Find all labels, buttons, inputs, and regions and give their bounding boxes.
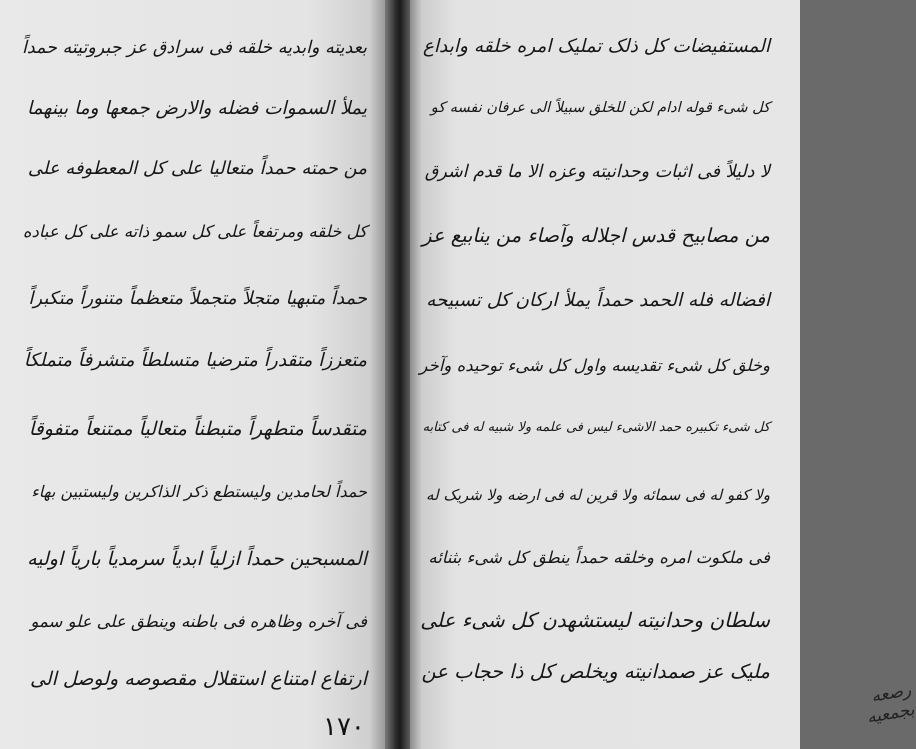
manuscript-line: ولا کفو له فی سمائه ولا قرین له فی ارضه ولا شریک له	[426, 486, 770, 504]
manuscript-line: حمداً متبهیا متجلاً متجملاً متعظماً متنوراً متکبراً	[28, 288, 367, 309]
manuscript-line: ملیک عز صمدانیته ویخلص کل ذا حجاب عن	[421, 660, 770, 683]
manuscript-line: فی ملکوت امره وخلقه حمداً ینطق کل شیء بثنائه	[428, 548, 770, 567]
manuscript-line: کل شیء قوله ادام لکن للخلق سبیلاً الی عرفان نفسه کو	[430, 100, 770, 116]
manuscript-line: افضاله فله الحمد حمداً یملأ ارکان کل تسبیحه	[426, 290, 770, 311]
manuscript-line: سلطان وحدانیته لیستشهدن کل شیء علی	[420, 608, 770, 632]
right-manuscript-page	[0, 0, 385, 749]
manuscript-line: ارتفاع امتناع استقلال مقصوصه ولوصل الی	[29, 668, 367, 690]
manuscript-line: المستفیضات کل ذلک تملیک امره خلقه وابداع	[422, 36, 770, 57]
manuscript-line: من مصابیح قدس اجلاله وآصاء من ینابیع عز	[422, 224, 770, 247]
manuscript-line: کل خلقه ومرتفعاً علی کل سمو ذاته علی کل عباده	[22, 222, 367, 241]
manuscript-line: کل شیء تکبیره حمد الاشیء لیس فی علمه ولا شبیه له فی کتابه	[422, 420, 770, 435]
manuscript-line: یملأ السموات فضله والارض جمعها وما بینهما	[27, 98, 367, 119]
manuscript-line: حمداً لحامدین ولیستطع ذکر الذاکرین ولیستبین بهاء	[31, 482, 367, 501]
manuscript-line: لا دلیلاً فی اثبات وحدانیته وعزه الا ما قدم اشرق	[424, 162, 770, 182]
manuscript-line: وخلق کل شیء تقدیسه واول کل شیء توحیده وآخر	[419, 356, 770, 375]
manuscript-line: من حمته حمداً متعالیا علی کل المعطوفه علی	[27, 158, 367, 179]
manuscript-line: متقدساً متطهراً متبطناً متعالیاً ممتنعاً متفوقاً	[28, 418, 367, 440]
manuscript-line: المسبحین حمداً ازلیاً ابدیاً سرمدیاً باریاً اولیه	[27, 548, 367, 570]
book-gutter	[385, 0, 410, 749]
left-manuscript-page	[410, 0, 916, 749]
manuscript-line: متعززاً متقدراً مترضیا متسلطاً متشرفاً متملکاً	[23, 350, 367, 371]
folio-number: ١٧٠	[323, 712, 365, 742]
manuscript-line: فی آخره وظاهره فی باطنه وینطق علی علو سمو	[30, 612, 367, 631]
manuscript-line: بعدیته وابدیه خلقه فی سرادق عز جبروتیته حمداً	[21, 38, 367, 58]
catchword: رصعه بجمعیه	[865, 680, 916, 728]
